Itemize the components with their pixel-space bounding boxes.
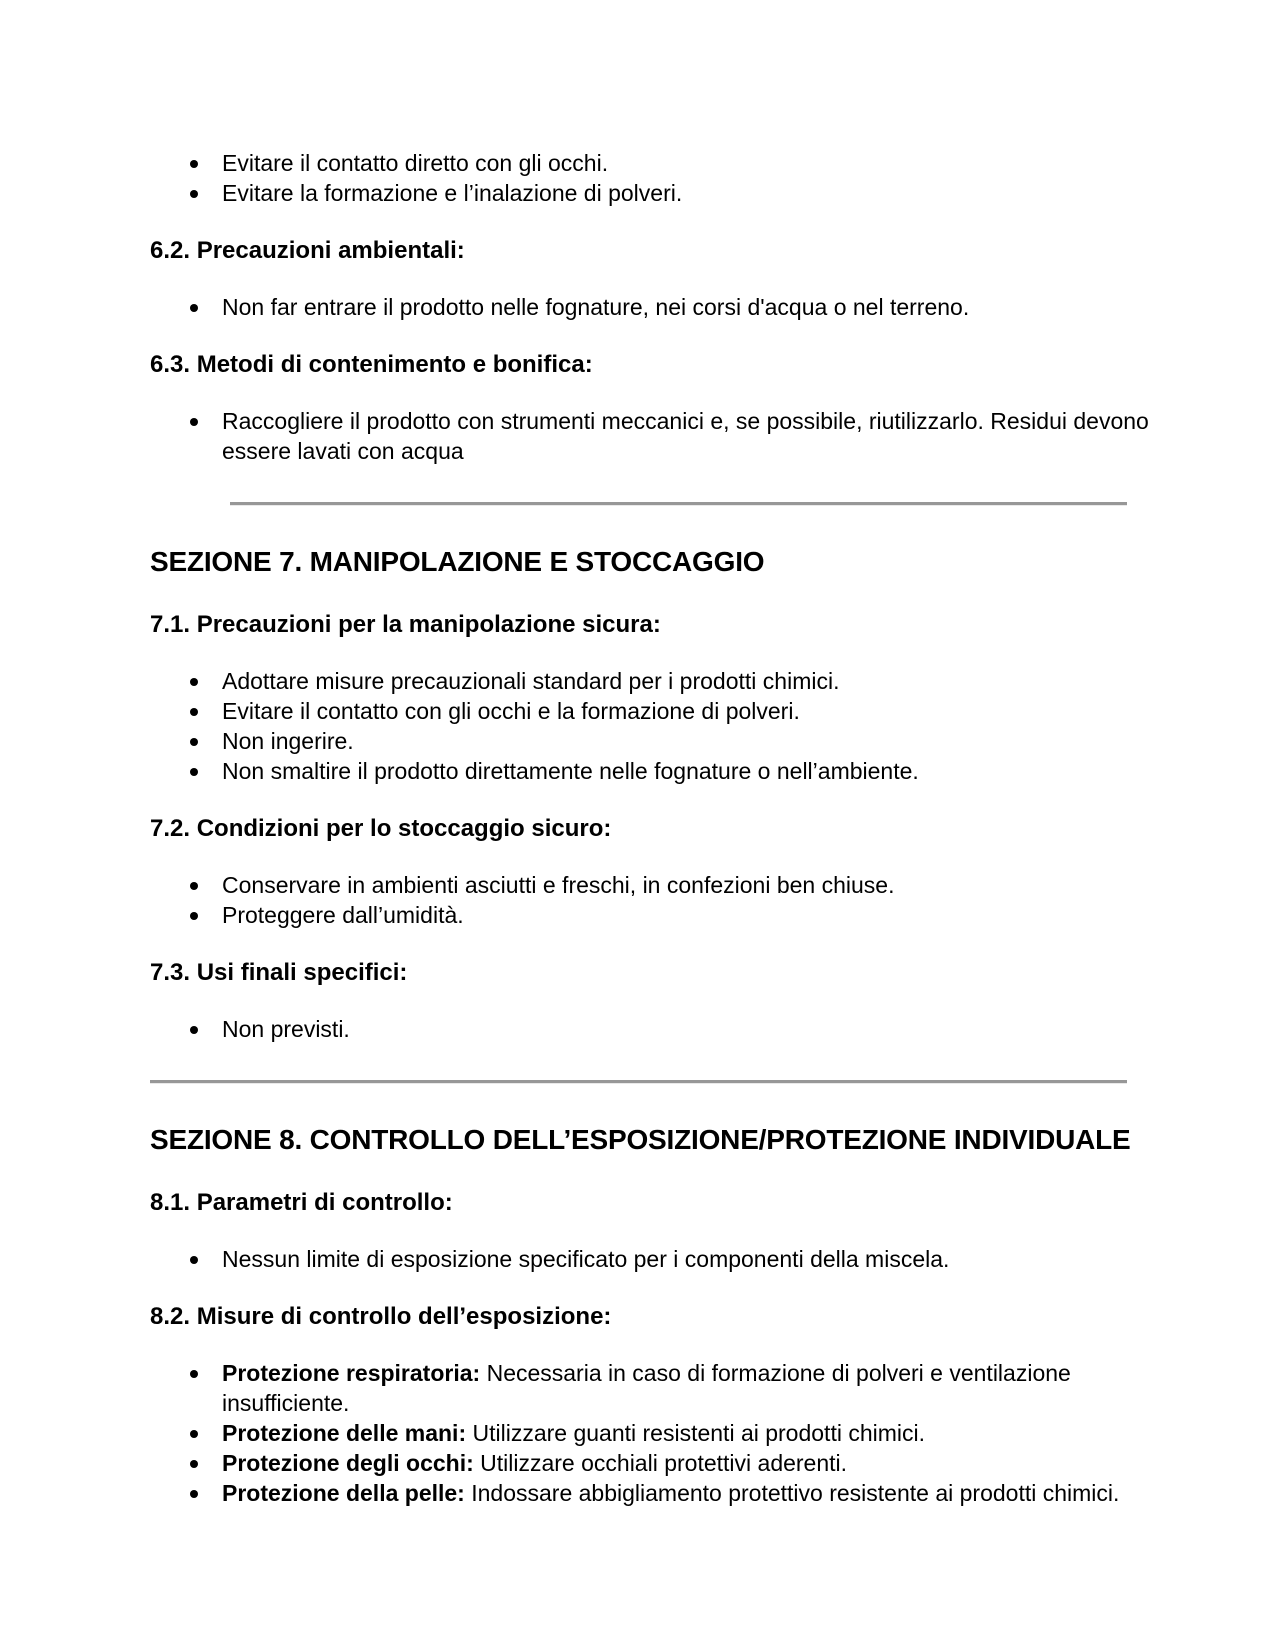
bullet-item: Non smaltire il prodotto direttamente nelle fognature o nell’ambiente. bbox=[222, 756, 1153, 786]
bullet-item: Raccogliere il prodotto con strumenti meccanici e, se possibile, riutilizzarlo. Residui devono essere lavati con acqua bbox=[222, 406, 1153, 466]
heading-6-3: 6.3. Metodi di contenimento e bonifica: bbox=[150, 351, 593, 378]
heading-7-2: 7.2. Condizioni per lo stoccaggio sicuro: bbox=[150, 815, 612, 842]
bullet-description: Indossare abbigliamento protettivo resistente ai prodotti chimici. bbox=[464, 1480, 1120, 1506]
bullet-item: Nessun limite di esposizione specificato per i componenti della miscela. bbox=[222, 1244, 1153, 1274]
heading-6-2: 6.2. Precauzioni ambientali: bbox=[150, 237, 465, 264]
bullet-description: Utilizzare guanti resistenti ai prodotti chimici. bbox=[466, 1420, 926, 1446]
bullet-term: Protezione respiratoria: bbox=[222, 1360, 481, 1386]
bullet-item: Adottare misure precauzionali standard per i prodotti chimici. bbox=[222, 666, 1153, 696]
bullet-item bbox=[222, 1478, 1153, 1508]
heading-8-2: 8.2. Misure di controllo dell’esposizione: bbox=[150, 1303, 612, 1330]
bullet-item: Non far entrare il prodotto nelle fognature, nei corsi d'acqua o nel terreno. bbox=[222, 292, 1153, 322]
heading-sezione-7: SEZIONE 7. MANIPOLAZIONE E STOCCAGGIO bbox=[150, 546, 765, 577]
bullet-term: Protezione degli occhi: bbox=[222, 1450, 474, 1476]
list-spill-precautions bbox=[150, 148, 1153, 208]
list-specific-uses bbox=[150, 1014, 1153, 1044]
bullet-item: Evitare la formazione e l’inalazione di polveri. bbox=[222, 178, 1153, 208]
bullet-item bbox=[222, 1448, 1153, 1478]
list-environmental-precautions bbox=[150, 292, 1153, 322]
list-handling-precautions bbox=[150, 666, 1153, 786]
bullet-term: Protezione delle mani: bbox=[222, 1420, 467, 1446]
heading-7-3: 7.3. Usi finali specifici: bbox=[150, 959, 408, 986]
bullet-description: Utilizzare occhiali protettivi aderenti. bbox=[473, 1450, 848, 1476]
section-divider bbox=[230, 502, 1127, 506]
bullet-item: Evitare il contatto diretto con gli occhi. bbox=[222, 148, 1153, 178]
list-containment-methods bbox=[150, 406, 1153, 466]
bullet-item: Non ingerire. bbox=[222, 726, 1153, 756]
section-divider bbox=[150, 1080, 1127, 1084]
bullet-description: Necessaria in caso di formazione di polveri e ventilazione insufficiente. bbox=[222, 1360, 1071, 1416]
bullet-item bbox=[222, 1358, 1153, 1418]
bullet-item: Proteggere dall’umidità. bbox=[222, 900, 1153, 930]
bullet-item: Conservare in ambienti asciutti e freschi, in confezioni ben chiuse. bbox=[222, 870, 1153, 900]
list-exposure-controls bbox=[150, 1358, 1153, 1508]
bullet-item bbox=[222, 1418, 1153, 1448]
heading-sezione-8: SEZIONE 8. CONTROLLO DELL’ESPOSIZIONE/PROTEZIONE INDIVIDUALE bbox=[150, 1124, 1131, 1155]
bullet-item: Evitare il contatto con gli occhi e la formazione di polveri. bbox=[222, 696, 1153, 726]
bullet-term: Protezione della pelle: bbox=[222, 1480, 465, 1506]
list-control-parameters bbox=[150, 1244, 1153, 1274]
list-storage-conditions bbox=[150, 870, 1153, 930]
heading-8-1: 8.1. Parametri di controllo: bbox=[150, 1189, 453, 1216]
heading-7-1: 7.1. Precauzioni per la manipolazione sicura: bbox=[150, 611, 661, 638]
bullet-item: Non previsti. bbox=[222, 1014, 1153, 1044]
